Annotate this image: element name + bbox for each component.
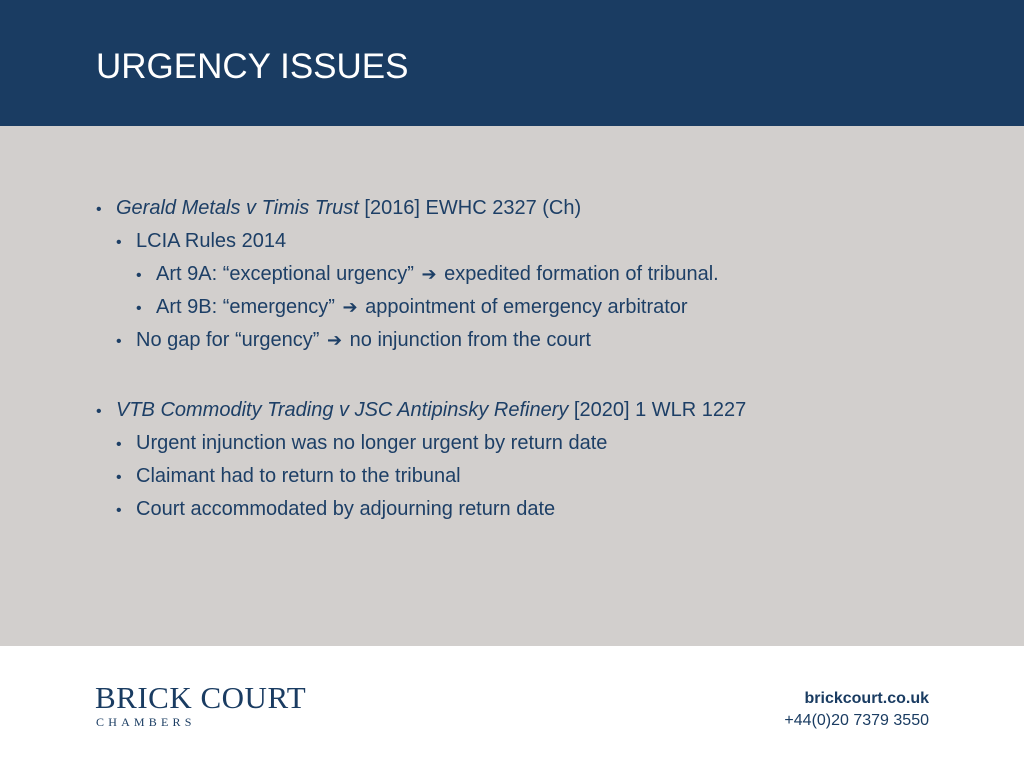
sub-bullet-item: [116, 497, 555, 523]
bullet-text-before: Art 9B: “emergency”: [156, 296, 335, 318]
bullet-icon: •: [136, 300, 142, 317]
chambers-logo-subtitle: CHAMBERS: [96, 715, 196, 729]
bullet-icon: •: [116, 333, 122, 350]
footer: [0, 646, 1024, 768]
arrow-right-icon: ➔: [342, 297, 358, 317]
bullet-icon: •: [116, 502, 122, 519]
page-title: URGENCY ISSUES: [96, 47, 409, 86]
bullet-icon: •: [116, 469, 122, 486]
website-link[interactable]: brickcourt.co.uk: [804, 690, 929, 707]
arrow-right-icon: ➔: [326, 330, 343, 350]
bullet-icon: •: [116, 436, 122, 453]
bullet-icon: •: [136, 267, 142, 284]
case-citation: [2020] 1 WLR 1227: [568, 399, 747, 421]
bullet-icon: •: [96, 403, 102, 420]
phone-number: +44(0)20 7379 3550: [784, 712, 929, 729]
sub-bullet-item: [116, 464, 461, 490]
sub-bullet-text: Claimant had to return to the tribunal: [136, 465, 461, 487]
bullet-text-before: Art 9A: “exceptional urgency”: [156, 263, 414, 285]
sub-bullet-item: [116, 328, 591, 354]
arrow-right-icon: ➔: [421, 264, 437, 284]
bullet-text-after: expedited formation of tribunal.: [444, 263, 719, 285]
bullet-icon: •: [96, 201, 102, 218]
bullet-text-before: No gap for “urgency”: [136, 329, 320, 351]
case-name: VTB Commodity Trading v JSC Antipinsky Refinery: [116, 399, 569, 421]
sub-sub-bullet-item: [136, 262, 719, 288]
sub-bullet-item: [116, 229, 286, 255]
sub-bullet-item: [116, 431, 607, 457]
sub-bullet-text: LCIA Rules 2014: [136, 230, 287, 252]
bullet-item-vtb-commodity: [96, 398, 746, 424]
slide-content: [0, 126, 1024, 646]
bullet-text-after: appointment of emergency arbitrator: [365, 296, 688, 318]
brick-court-logo: BRICK COURT: [95, 680, 307, 715]
case-name: Gerald Metals v Timis Trust: [116, 197, 359, 219]
sub-bullet-text: Court accommodated by adjourning return date: [136, 498, 556, 520]
bullet-text-after: no injunction from the court: [349, 329, 591, 351]
sub-bullet-text: Urgent injunction was no longer urgent by return date: [136, 432, 608, 454]
bullet-icon: •: [116, 234, 122, 251]
sub-sub-bullet-item: [136, 295, 688, 321]
header-bar: [0, 0, 1024, 126]
case-citation: [2016] EWHC 2327 (Ch): [358, 197, 582, 219]
bullet-item-gerald-metals: [96, 196, 581, 222]
